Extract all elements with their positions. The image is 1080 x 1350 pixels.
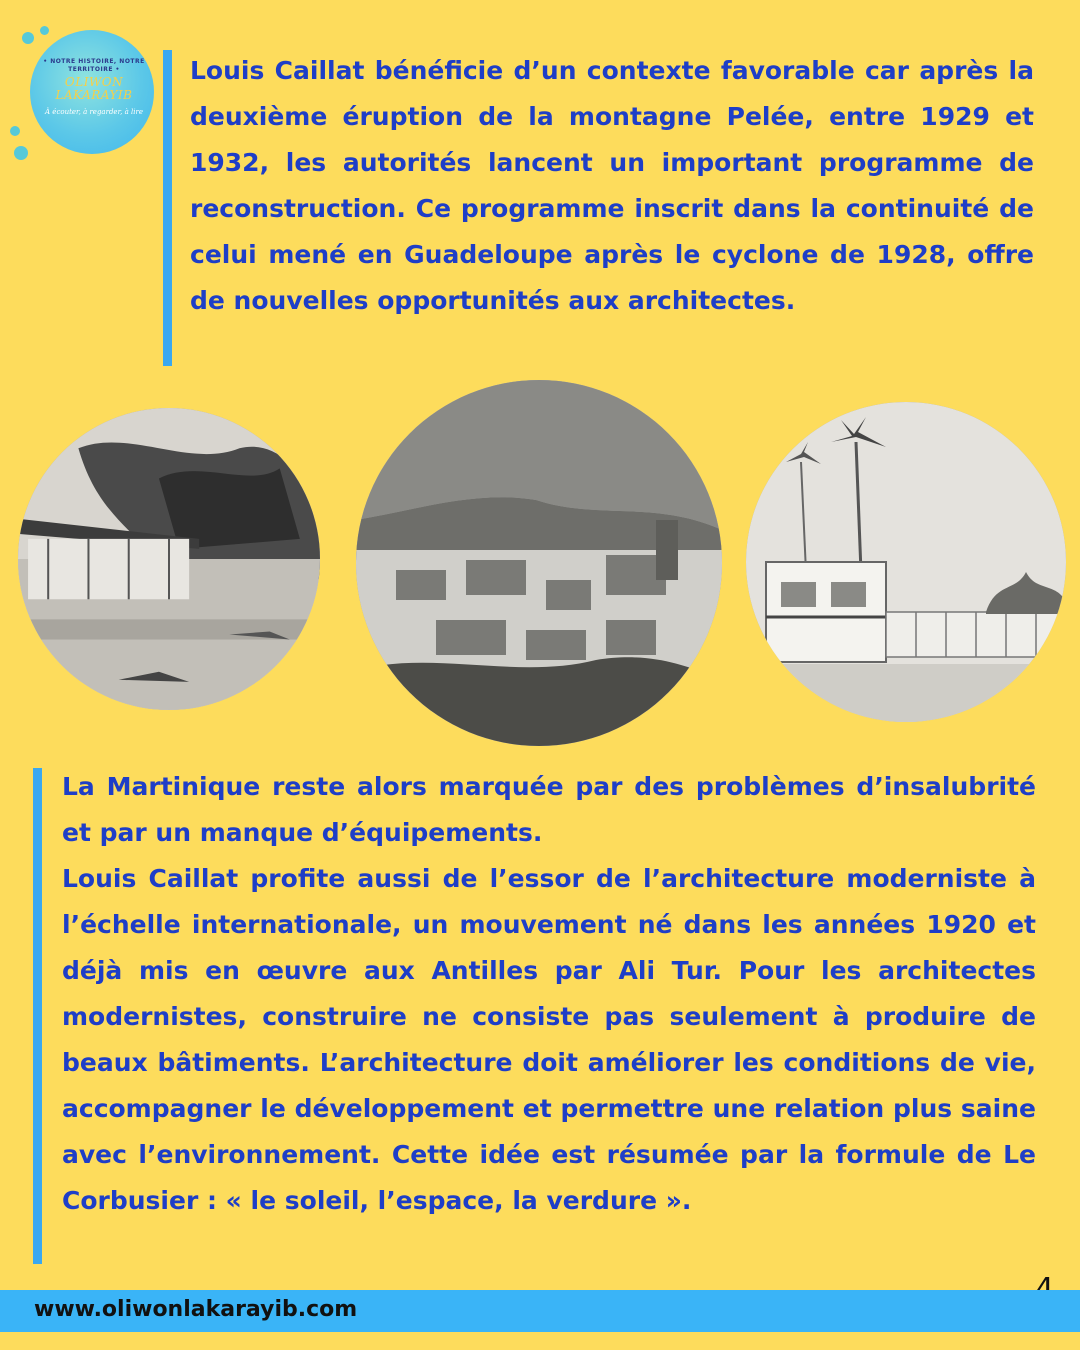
website-link[interactable]: www.oliwonlakarayib.com — [34, 1297, 358, 1322]
photo-town-view — [356, 380, 722, 746]
logo-tagline: • NOTRE HISTOIRE, NOTRE TERRITOIRE • — [43, 58, 145, 73]
modernist-building-image — [746, 402, 1066, 722]
body-paragraph-2: Louis Caillat profite aussi de l’essor de l’architecture moderniste à l’échelle internationale, un mouvement né dans les années 1920 et déjà mis en œuvre aux Antilles par Ali Tur. Pour les architectes modernistes, construire ne consiste pas seulement à produire de beaux bâtiments. L’architecture doit améliorer les conditions de vie, accompagner le développement et permettre une relation plus saine avec l’environnement. Cette idée est résumée par la formule de Le Corbusier : « le soleil, l’espace, la verdure ». — [62, 864, 1036, 1215]
body-paragraph-1: La Martinique reste alors marquée par des problèmes d’insalubrité et par un manque d’équipements. — [62, 772, 1036, 847]
logo-dot — [40, 26, 49, 35]
logo-motto: À écouter, à regarder, à lire — [45, 108, 143, 116]
photo-modernist-building — [746, 402, 1066, 722]
photo-pavilion-sketch — [18, 408, 320, 710]
logo-dot — [14, 146, 28, 160]
pavilion-sketch-image — [18, 408, 320, 710]
intro-paragraph: Louis Caillat bénéficie d’un contexte favorable car après la deuxième éruption de la montagne Pelée, entre 1929 et 1932, les autorités lancent un important programme de reconstruction. Ce programme inscrit dans la continuité de celui mené en Guadeloupe après le cyclone de 1928, offre de nouvelles opportunités aux architectes. — [190, 56, 1034, 315]
logo-name: OLIWON LAKARAYIB — [55, 75, 133, 102]
footer-band — [0, 1290, 1080, 1332]
logo-dot — [22, 32, 34, 44]
intro-accent-bar — [163, 50, 172, 366]
site-logo — [22, 26, 162, 166]
logo-dot — [10, 126, 20, 136]
town-view-image — [356, 380, 722, 746]
body-accent-bar — [33, 768, 42, 1264]
